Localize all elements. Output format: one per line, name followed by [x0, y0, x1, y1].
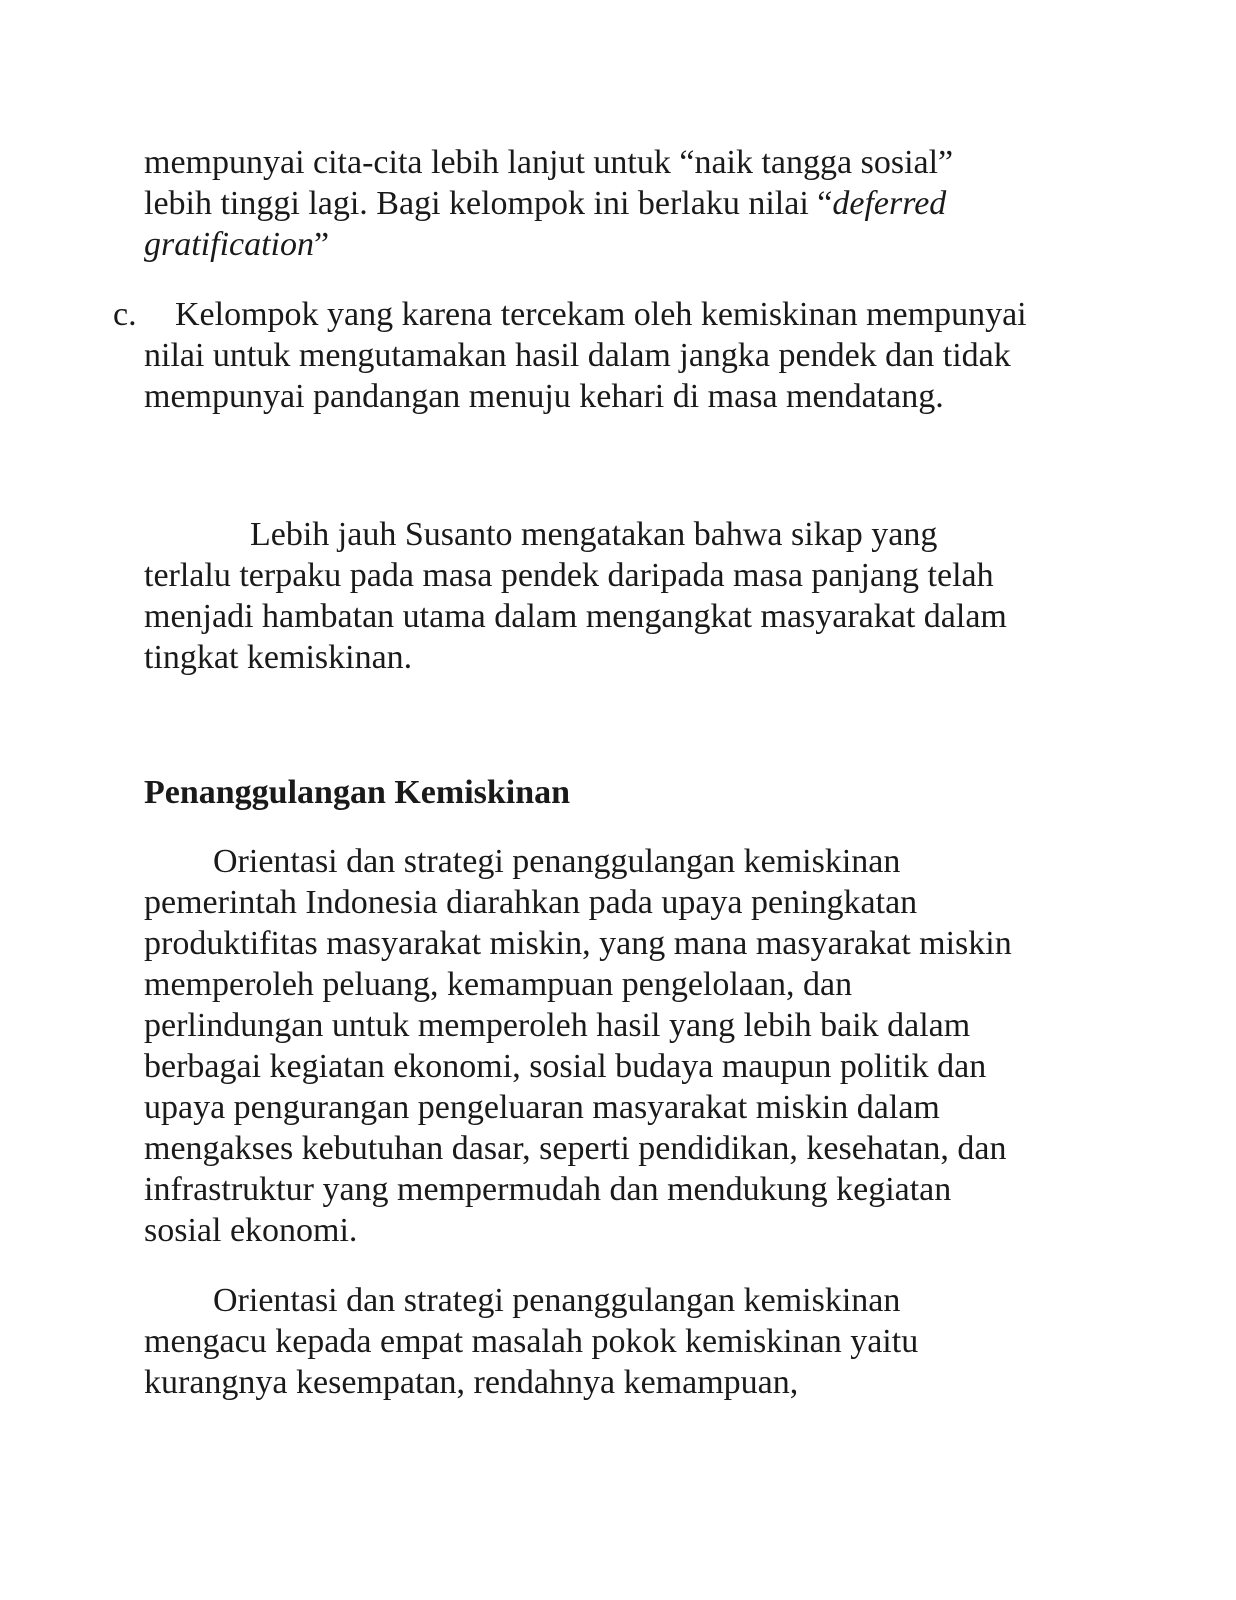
text-line: Orientasi dan strategi penanggulangan kemiskinan [213, 843, 901, 880]
text-line: Lebih jauh Susanto mengatakan bahwa sikap yang [250, 516, 938, 553]
text-line: mengacu kepada empat masalah pokok kemiskinan yaitu [144, 1323, 919, 1360]
text-line [144, 224, 1104, 265]
text-line: perlindungan untuk memperoleh hasil yang lebih baik dalam [144, 1007, 971, 1044]
text-line: tingkat kemiskinan. [144, 639, 413, 676]
section-paragraph-1 [144, 841, 1104, 1251]
text-line: produktifitas masyarakat miskin, yang mana masyarakat miskin [144, 925, 1012, 962]
italic-term: deferred [832, 185, 947, 222]
section-heading: Penanggulangan Kemiskinan [144, 774, 571, 811]
italic-term: gratification [144, 226, 314, 263]
text-line: mempunyai cita-cita lebih lanjut untuk “naik tangga sosial” [144, 144, 954, 181]
susanto-paragraph [144, 514, 1104, 678]
text-line: Orientasi dan strategi penanggulangan kemiskinan [213, 1282, 901, 1319]
text-line [144, 183, 1104, 224]
text-line: infrastruktur yang mempermudah dan mendukung kegiatan [144, 1171, 952, 1208]
section-paragraph-2 [144, 1280, 1104, 1403]
text-line: mengakses kebutuhan dasar, seperti pendidikan, kesehatan, dan [144, 1130, 1007, 1167]
list-item-c [144, 294, 1104, 417]
text-line: Kelompok yang karena tercekam oleh kemiskinan mempunyai [175, 296, 1027, 333]
text-line: nilai untuk mengutamakan hasil dalam jangka pendek dan tidak [144, 337, 1011, 374]
text-run: ” [314, 226, 330, 263]
text-line: terlalu terpaku pada masa pendek daripada masa panjang telah [144, 557, 994, 594]
list-marker-c: c. [113, 296, 137, 333]
text-line: menjadi hambatan utama dalam mengangkat masyarakat dalam [144, 598, 1007, 635]
text-line: sosial ekonomi. [144, 1212, 358, 1249]
text-line: mempunyai pandangan menuju kehari di masa mendatang. [144, 378, 944, 415]
text-line: kurangnya kesempatan, rendahnya kemampuan, [144, 1364, 799, 1401]
text-line: memperoleh peluang, kemampuan pengelolaan, dan [144, 966, 853, 1003]
text-line: pemerintah Indonesia diarahkan pada upaya peningkatan [144, 884, 918, 921]
text-run: lebih tinggi lagi. Bagi kelompok ini berlaku nilai “ [144, 185, 833, 222]
text-line: berbagai kegiatan ekonomi, sosial budaya maupun politik dan [144, 1048, 987, 1085]
continuation-paragraph [144, 142, 1104, 265]
text-line: upaya pengurangan pengeluaran masyarakat miskin dalam [144, 1089, 940, 1126]
